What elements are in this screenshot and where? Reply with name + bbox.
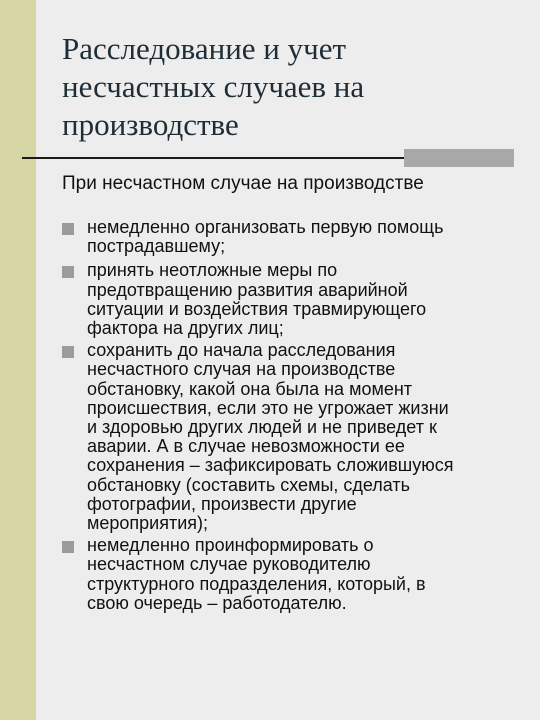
bullet-item [62,261,512,338]
bullet-text: немедленно проинформировать о несчастном случае руководителю структурного подразделения, который, в свою очередь – работодателю. [87,535,426,613]
bullet-item [62,218,512,256]
slide-title: Расследование и учет несчастных случаев на производстве [62,31,365,142]
bullet-item [62,341,512,533]
bullet-text: немедленно организовать первую помощь пострадавшему; [87,217,444,257]
bullet-square-icon [62,266,74,278]
bullet-square-icon [62,541,74,553]
bullet-item [62,536,512,613]
bullet-list [62,218,512,613]
bullet-square-icon [62,346,74,358]
divider-accent-block [404,149,514,167]
bullet-text: принять неотложные меры по предотвращению развития аварийной ситуации и воздействия травмирующего фактора на других лиц; [87,260,427,339]
slide-subtitle: При несчастном случае на производстве [62,173,424,194]
bullet-text: сохранить до начала расследования несчастного случая на производстве обстановку, какой она была на момент происшествия, если это не угрожает жизни и здоровью других людей и не приведет к аварии. А в случае невозможности ее сохранения – зафиксировать сложившуюся обстановку (составить схемы, сделать фотографии, произвести другие мероприятия); [87,340,454,534]
left-decorative-band [0,0,36,720]
bullet-square-icon [62,223,74,235]
